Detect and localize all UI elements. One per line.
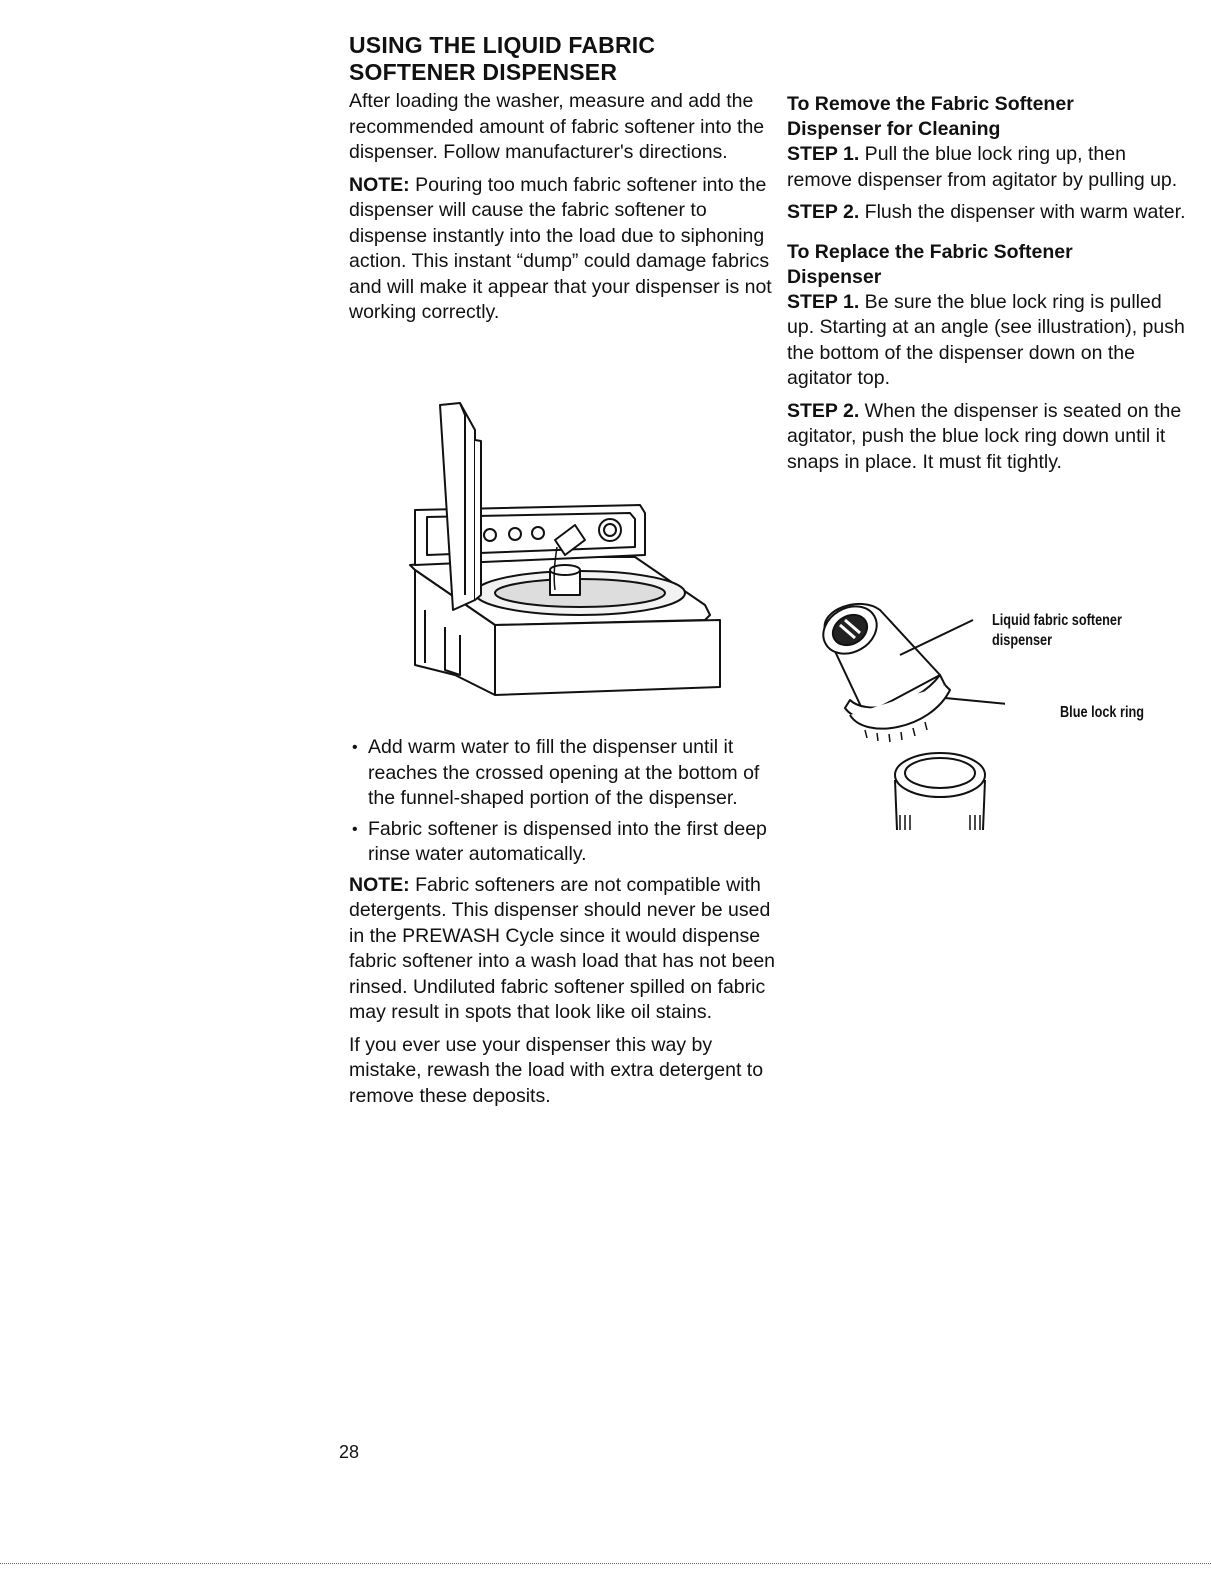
bullet-item xyxy=(349,735,779,812)
bullet-text: Add warm water to fill the dispenser until it reaches the crossed opening at the bottom of the funnel-shaped portion of the dispenser. xyxy=(368,736,760,809)
dispenser-illustration xyxy=(805,590,1005,840)
note-text: Fabric softeners are not compatible with detergents. This dispenser should never be used in the PREWASH Cycle since it would dispense fabric softener into a wash load that has not been rinsed. Undiluted fabric softener spilled on fabric may result in spots that look like oil stains. xyxy=(349,873,776,1023)
dispenser-drawing xyxy=(805,590,1005,840)
bottom-rule xyxy=(0,1563,1211,1564)
remove-step-1 xyxy=(787,142,1187,193)
remove-heading-line-1: To Remove the Fabric Softener xyxy=(787,93,1074,115)
replace-heading-line-2: Dispenser xyxy=(787,265,882,288)
step-label: STEP 1. xyxy=(787,143,860,165)
remove-heading-line-2: Dispenser for Cleaning xyxy=(787,118,1001,140)
callout-dispenser-line-2: dispenser xyxy=(992,632,1053,649)
step-text: Flush the dispenser with warm water. xyxy=(859,201,1186,223)
bullet-item xyxy=(349,817,779,868)
bullet-dot: • xyxy=(352,820,358,838)
replace-step-2 xyxy=(787,399,1187,476)
step-text: When the dispenser is seated on the agitator, push the blue lock ring down until it snaps in place. It must fit tightly. xyxy=(787,399,1182,473)
note-paragraph-1 xyxy=(349,173,774,326)
section-title-line-1: USING THE LIQUID FABRIC xyxy=(349,32,656,58)
closing-paragraph: If you ever use your dispenser this way by mistake, rewash the load with extra detergent to remove these deposits. xyxy=(349,1033,764,1107)
bullet-text: Fabric softener is dispensed into the first deep rinse water automatically. xyxy=(368,817,767,865)
step-text: Pull the blue lock ring up, then remove dispenser from agitator by pulling up. xyxy=(787,143,1178,191)
bullet-dot: • xyxy=(352,739,358,756)
washer-illustration xyxy=(405,395,735,705)
step-label: STEP 1. xyxy=(787,290,860,313)
callout-dispenser-line-1: Liquid fabric softener xyxy=(992,612,1122,629)
note-label: NOTE: xyxy=(349,873,410,896)
step-label: STEP 2. xyxy=(787,201,860,223)
instructions-block xyxy=(349,735,779,1116)
section-title-line-2: SOFTENER DISPENSER xyxy=(349,59,618,85)
intro-paragraph: After loading the washer, measure and add the recommended amount of fabric softener into the dispenser. Follow manufacturer's directions. xyxy=(349,90,765,163)
note-label: NOTE: xyxy=(349,173,410,196)
callout-dispenser-label xyxy=(992,611,1122,651)
replace-heading-line-1: To Replace the Fabric Softener xyxy=(787,240,1073,263)
callout-lock-ring-label: Blue lock ring xyxy=(1060,704,1145,721)
bullet-list xyxy=(349,735,779,868)
replace-heading xyxy=(787,240,1187,290)
section-title xyxy=(349,32,774,86)
remove-heading xyxy=(787,92,1187,142)
note-text: Pouring too much fabric softener into the dispenser will cause the fabric softener to dispense instantly into the load due to siphoning action. This instant “dump” could damage fabrics and will make it appear that your dispenser is not working correctly. xyxy=(349,173,772,323)
note-paragraph-2 xyxy=(349,873,779,1026)
replace-step-1 xyxy=(787,290,1187,392)
washer-drawing xyxy=(405,395,735,705)
remove-step-2 xyxy=(787,200,1187,226)
step-label: STEP 2. xyxy=(787,399,860,422)
right-column xyxy=(787,92,1187,482)
page-number: 28 xyxy=(339,1442,360,1462)
left-column xyxy=(349,32,774,333)
step-text: Be sure the blue lock ring is pulled up. Starting at an angle (see illustration), push the bottom of the dispenser down on the agitator top. xyxy=(787,290,1185,389)
